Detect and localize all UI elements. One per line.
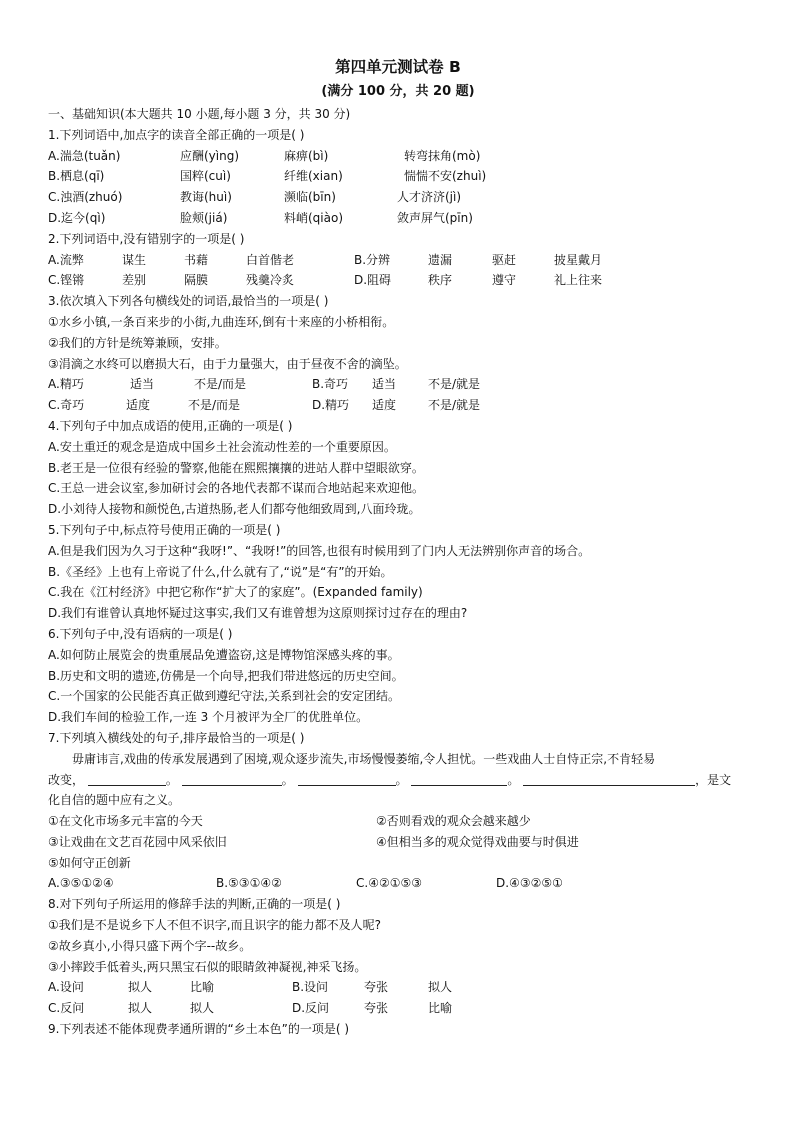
question-6-stem: 6.下列句子中,没有语病的一项是( ) bbox=[48, 626, 233, 641]
q8-b-3: 拟人 bbox=[428, 980, 453, 995]
q7-choice-c: C.④②①⑤③ bbox=[356, 876, 422, 891]
q8-d-3: 比喻 bbox=[428, 1001, 453, 1016]
q8-a-1: A.设问 bbox=[48, 980, 84, 995]
q3-d-3: 不是/就是 bbox=[428, 398, 481, 413]
question-8-option-row bbox=[48, 998, 748, 1019]
q7-sentence-2: ②否则看戏的观众会越来越少 bbox=[376, 814, 531, 829]
question-7-choices bbox=[48, 873, 748, 894]
section-heading: 一、基础知识(本大题共 10 小题,每小题 3 分，共 30 分) bbox=[48, 107, 351, 121]
q2-b-3: 驱赶 bbox=[492, 252, 517, 267]
question-2-option-row bbox=[48, 250, 748, 271]
option-b-word4: 惴惴不安(zhuì) bbox=[404, 169, 487, 184]
q7-sentence-3: ③让戏曲在文艺百花园中风采依旧 bbox=[48, 834, 227, 849]
option-c-word1: C.浊酒(zhuó) bbox=[48, 190, 123, 205]
passage-start: 改变， bbox=[48, 772, 85, 787]
q3-b-3: 不是/就是 bbox=[428, 377, 481, 392]
option-d-word1: D.迄今(qì) bbox=[48, 210, 106, 225]
question-6-option-c: C.一个国家的公民能否真正做到遵纪守法,关系到社会的安定团结。 bbox=[48, 689, 401, 704]
question-7-passage-line-1: 毋庸讳言,戏曲的传承发展遇到了困境,观众逐步流失,市场慢慢萎缩,令人担忧。一些戏曲人士自恃正宗,不肯轻易 bbox=[72, 751, 656, 766]
q3-a-1: A.精巧 bbox=[48, 377, 84, 392]
q2-a-2: 谋生 bbox=[122, 252, 147, 267]
option-d-word4: 敛声屏气(pīn) bbox=[397, 210, 473, 225]
q2-c-1: C.铿锵 bbox=[48, 273, 85, 288]
q3-a-3: 不是/而是 bbox=[194, 377, 247, 392]
q2-a-3: 书藉 bbox=[184, 252, 209, 267]
q3-c-1: C.奇巧 bbox=[48, 398, 85, 413]
q7-choice-d: D.④③②⑤① bbox=[496, 876, 563, 891]
option-d-word3: 料峭(qiào) bbox=[284, 210, 344, 225]
question-8-stem: 8.对下列句子所运用的修辞手法的判断,正确的一项是( ) bbox=[48, 897, 341, 912]
page-title: 第四单元测试卷 B bbox=[335, 58, 461, 76]
option-b-word3: 纤维(xian) bbox=[284, 169, 343, 184]
question-9-stem: 9.下列表述不能体现费孝通所谓的“乡土本色”的一项是( ) bbox=[48, 1022, 350, 1037]
passage-line-2-end: ，是文 bbox=[695, 772, 732, 787]
option-a-word2: 应酬(yìng) bbox=[180, 148, 240, 163]
answer-blank-2[interactable] bbox=[182, 771, 282, 786]
answer-blank-3[interactable] bbox=[298, 771, 396, 786]
question-3-option-row bbox=[48, 395, 748, 416]
q7-sentence-5: ⑤如何守正创新 bbox=[48, 855, 131, 870]
q2-c-2: 差别 bbox=[122, 273, 147, 288]
exam-page bbox=[48, 56, 748, 1040]
q8-c-1: C.反问 bbox=[48, 1001, 85, 1016]
answer-blank-5[interactable] bbox=[523, 771, 695, 786]
question-7-stem: 7.下列填入横线处的句子,排序最恰当的一项是( ) bbox=[48, 730, 305, 745]
question-3-stem: 3.依次填入下列各句横线处的词语,最恰当的一项是( ) bbox=[48, 294, 329, 309]
q3-d-2: 适度 bbox=[372, 398, 397, 413]
q2-d-3: 遵守 bbox=[492, 273, 517, 288]
question-3-sentence-1: ①水乡小镇,一条百来步的小街,九曲连环,倒有十来座的小桥相衔。 bbox=[48, 314, 395, 329]
q2-b-2: 遗漏 bbox=[428, 252, 453, 267]
q8-a-3: 比喻 bbox=[190, 980, 215, 995]
answer-blank-1[interactable] bbox=[88, 771, 166, 786]
question-5-option-a: A.但是我们因为久习于这种“我呀!”、“我呀!”的回答,也很有时候用到了门内人无法辨别你声音的场合。 bbox=[48, 543, 591, 558]
option-b-word2: 国粹(cuì) bbox=[180, 169, 231, 184]
answer-blank-4[interactable] bbox=[411, 771, 507, 786]
q2-b-4: 披星戴月 bbox=[554, 252, 603, 267]
question-3-sentence-3: ③涓滴之水终可以磨损大石，由于力量强大，由于昼夜不舍的滴坠。 bbox=[48, 356, 407, 371]
question-6-option-a: A.如何防止展览会的贵重展品免遭盗窃,这是博物馆深感头疼的事。 bbox=[48, 647, 400, 662]
q8-c-2: 拟人 bbox=[128, 1001, 153, 1016]
q2-a-1: A.流弊 bbox=[48, 252, 84, 267]
question-7-passage-line-2: 改变， 。 。 。 。 ，是文 bbox=[48, 772, 732, 787]
q2-d-2: 秩序 bbox=[428, 273, 453, 288]
q3-c-2: 适度 bbox=[126, 398, 151, 413]
question-4-stem: 4.下列句子中加点成语的使用,正确的一项是( ) bbox=[48, 418, 293, 433]
question-8-sentence-1: ①我们是不是说乡下人不但不识字,而且识字的能力都不及人呢? bbox=[48, 918, 381, 933]
question-1-option-row bbox=[48, 166, 748, 187]
question-1-stem: 1.下列词语中,加点字的读音全部正确的一项是( ) bbox=[48, 127, 305, 142]
question-8-sentence-3: ③小摔跤手低着头,两只黑宝石似的眼睛敛神凝视,神采飞扬。 bbox=[48, 959, 367, 974]
option-a-word3: 麻痹(bì) bbox=[284, 148, 329, 163]
q3-d-1: D.精巧 bbox=[312, 398, 350, 413]
question-3-option-row bbox=[48, 374, 748, 395]
q2-d-1: D.阻碍 bbox=[354, 273, 392, 288]
question-5-stem: 5.下列句子中,标点符号使用正确的一项是( ) bbox=[48, 522, 281, 537]
q3-c-3: 不是/而是 bbox=[188, 398, 241, 413]
question-1-option-row bbox=[48, 208, 748, 229]
q7-choice-b: B.⑤③①④② bbox=[216, 876, 282, 891]
question-6-option-b: B.历史和文明的遗迹,仿佛是一个向导,把我们带进悠远的历史空间。 bbox=[48, 668, 404, 683]
question-2-option-row bbox=[48, 270, 748, 291]
q8-d-2: 夸张 bbox=[364, 1001, 389, 1016]
q2-d-4: 礼上往来 bbox=[554, 273, 603, 288]
q3-b-2: 适当 bbox=[372, 377, 397, 392]
question-2-stem: 2.下列词语中,没有错别字的一项是( ) bbox=[48, 231, 245, 246]
option-b-word1: B.栖息(qī) bbox=[48, 169, 105, 184]
question-8-sentence-2: ②故乡真小,小得只盛下两个字--故乡。 bbox=[48, 938, 252, 953]
q3-a-2: 适当 bbox=[130, 377, 155, 392]
question-8-option-row bbox=[48, 977, 748, 998]
q8-a-2: 拟人 bbox=[128, 980, 153, 995]
q2-a-4: 白首偕老 bbox=[246, 252, 295, 267]
q3-b-1: B.奇巧 bbox=[312, 377, 349, 392]
q8-b-2: 夸张 bbox=[364, 980, 389, 995]
q7-choice-a: A.③⑤①②④ bbox=[48, 876, 114, 891]
q8-c-3: 拟人 bbox=[190, 1001, 215, 1016]
question-1-option-row bbox=[48, 187, 748, 208]
question-4-option-b: B.老王是一位很有经验的警察,他能在熙熙攘攘的进站人群中望眼欲穿。 bbox=[48, 460, 424, 475]
q8-b-1: B.设问 bbox=[292, 980, 329, 995]
q2-c-3: 隔膜 bbox=[184, 273, 209, 288]
question-4-option-c: C.王总一进会议室,参加研讨会的各地代表都不谋而合地站起来欢迎他。 bbox=[48, 481, 425, 496]
q2-c-4: 残羹冷炙 bbox=[246, 273, 295, 288]
option-c-word3: 濒临(bīn) bbox=[284, 190, 336, 205]
question-6-option-d: D.我们车间的检验工作,一连 3 个月被评为全厂的优胜单位。 bbox=[48, 710, 369, 725]
option-c-word2: 教诲(huì) bbox=[180, 190, 232, 205]
question-1-option-row bbox=[48, 146, 748, 167]
question-3-sentence-2: ②我们的方针是统筹兼顾，安排。 bbox=[48, 335, 227, 350]
option-d-word2: 脸颊(jiá) bbox=[180, 210, 228, 225]
option-a-word4: 转弯抹角(mò) bbox=[404, 148, 481, 163]
q2-b-1: B.分辨 bbox=[354, 252, 391, 267]
question-7-sentences-row bbox=[48, 832, 748, 853]
question-5-option-c: C.我在《江村经济》中把它称作“扩大了的家庭”。(Expanded family) bbox=[48, 585, 423, 600]
option-c-word4: 人才济济(jì) bbox=[397, 190, 462, 205]
q8-d-1: D.反问 bbox=[292, 1001, 330, 1016]
question-5-option-d: D.我们有谁曾认真地怀疑过这事实,我们又有谁曾想为这原则探讨过存在的理由? bbox=[48, 606, 468, 621]
question-5-option-b: B.《圣经》上也有上帝说了什么,什么就有了,“说”是“有”的开始。 bbox=[48, 564, 393, 579]
page-subtitle: (满分 100 分，共 20 题) bbox=[321, 84, 475, 99]
question-4-option-a: A.安土重迁的观念是造成中国乡土社会流动性差的一个重要原因。 bbox=[48, 439, 396, 454]
question-7-passage-line-3: 化自信的题中应有之义。 bbox=[48, 793, 181, 808]
option-a-word1: A.湍急(tuǎn) bbox=[48, 148, 121, 163]
q7-sentence-4: ④但相当多的观众觉得戏曲要与时俱进 bbox=[376, 834, 579, 849]
q7-sentence-1: ①在文化市场多元丰富的今天 bbox=[48, 814, 203, 829]
question-7-sentences-row bbox=[48, 811, 748, 832]
question-4-option-d: D.小刘待人接物和颜悦色,古道热肠,老人们都夸他细致周到,八面玲珑。 bbox=[48, 502, 421, 517]
